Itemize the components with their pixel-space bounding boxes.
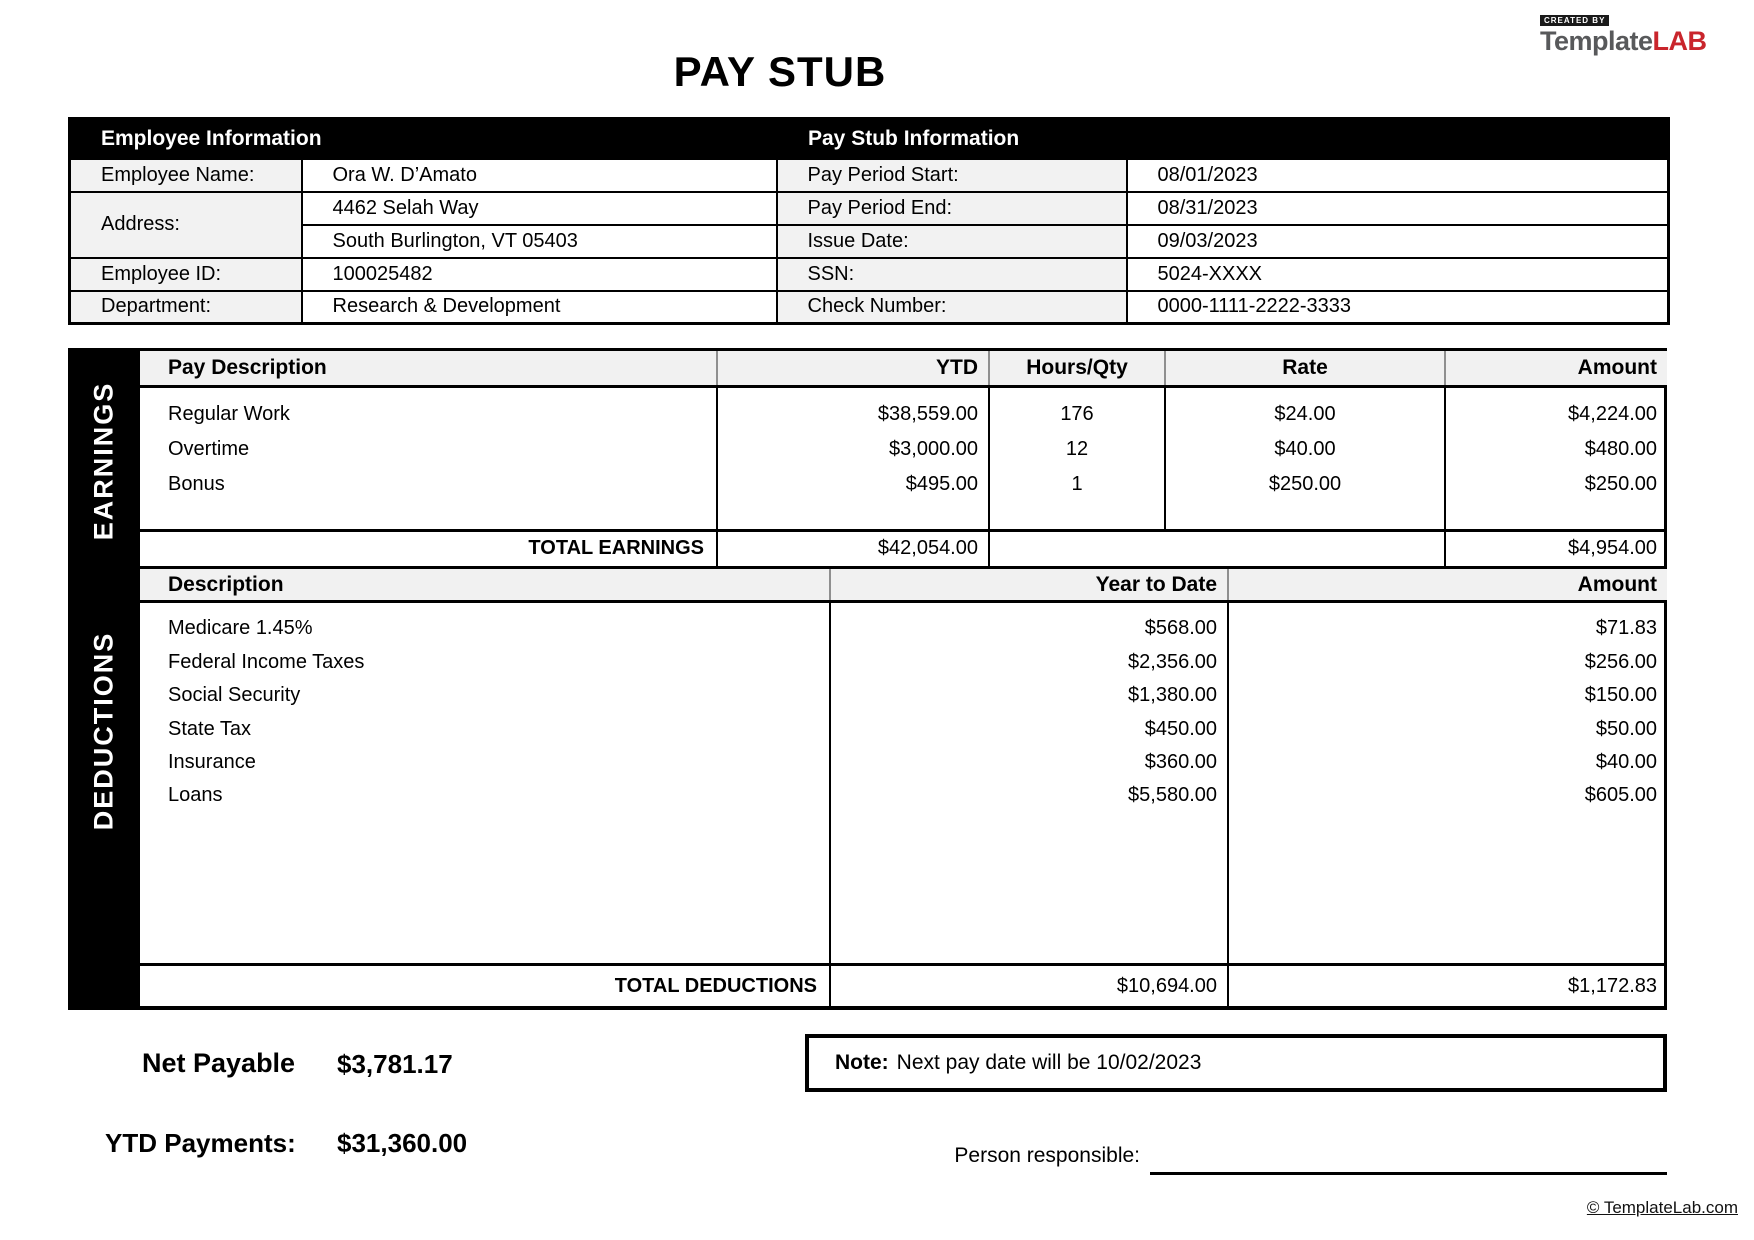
page-title: PAY STUB bbox=[673, 48, 887, 95]
total-deductions-amount: $1,172.83 bbox=[1227, 966, 1667, 1006]
deductions-data-rows bbox=[140, 603, 1667, 966]
note-label: Note: bbox=[835, 1051, 889, 1074]
logo-brand-accent: LAB bbox=[1652, 26, 1707, 56]
earnings-row-description: Regular Work bbox=[168, 402, 290, 425]
deduction-row-amount: $40.00 bbox=[1595, 750, 1657, 773]
employee-name-label: Employee Name: bbox=[70, 159, 302, 192]
earnings-row-ytd: $38,559.00 bbox=[877, 402, 978, 425]
employee-name-value: Ora W. D’Amato bbox=[302, 159, 777, 192]
pay-period-end-label: Pay Period End: bbox=[777, 192, 1127, 225]
earnings-row-hours: 176 bbox=[1060, 402, 1094, 425]
info-table bbox=[68, 117, 1670, 325]
total-earnings-row bbox=[140, 532, 1667, 569]
ssn-label: SSN: bbox=[777, 258, 1127, 291]
logo-created-by: CREATED BY bbox=[1540, 15, 1609, 26]
employee-id-label: Employee ID: bbox=[70, 258, 302, 291]
deduction-row-ytd: $1,380.00 bbox=[1128, 684, 1217, 707]
earnings-row-amount: $480.00 bbox=[1584, 437, 1657, 460]
deduction-row-ytd: $568.00 bbox=[1144, 617, 1217, 640]
note-box bbox=[805, 1034, 1667, 1092]
ytd-payments-value: $31,360.00 bbox=[337, 1128, 468, 1158]
copyright-link[interactable]: © TemplateLab.com bbox=[1586, 1198, 1738, 1217]
earnings-col-ytd: YTD bbox=[716, 351, 988, 385]
total-deductions-row bbox=[140, 966, 1667, 1006]
deduction-row-amount: $256.00 bbox=[1584, 650, 1657, 673]
pay-period-start-value: 08/01/2023 bbox=[1127, 159, 1669, 192]
earnings-col-amount: Amount bbox=[1444, 351, 1667, 385]
deduction-row-description: Medicare 1.45% bbox=[168, 617, 313, 640]
deduction-row-ytd: $450.00 bbox=[1144, 717, 1217, 740]
total-earnings-spacer bbox=[988, 532, 1444, 566]
deductions-header-row bbox=[140, 569, 1667, 604]
earnings-col-hours-qty: Hours/Qty bbox=[988, 351, 1164, 385]
ytd-payments-label: YTD Payments: bbox=[105, 1128, 296, 1158]
deduction-row-amount: $50.00 bbox=[1595, 717, 1657, 740]
deduction-row-ytd: $2,356.00 bbox=[1128, 650, 1217, 673]
deductions-col-description: Description bbox=[168, 572, 284, 596]
department-label: Department: bbox=[70, 291, 302, 324]
deduction-row-amount: $150.00 bbox=[1584, 684, 1657, 707]
earnings-row-rate: $24.00 bbox=[1274, 402, 1336, 425]
deductions-section-label: DEDUCTIONS bbox=[88, 631, 119, 831]
deduction-row-description: Loans bbox=[168, 784, 223, 807]
address-line2-value: South Burlington, VT 05403 bbox=[302, 225, 777, 258]
total-deductions-ytd: $10,694.00 bbox=[829, 966, 1227, 1006]
earnings-row-rate: $40.00 bbox=[1274, 437, 1336, 460]
earnings-row-hours: 1 bbox=[1071, 472, 1083, 495]
earnings-row-ytd: $495.00 bbox=[905, 472, 978, 495]
earnings-row-description: Bonus bbox=[168, 472, 225, 495]
paystub-info-header: Pay Stub Information bbox=[777, 119, 1669, 159]
pay-period-start-label: Pay Period Start: bbox=[777, 159, 1127, 192]
deduction-row-description: State Tax bbox=[168, 717, 252, 740]
logo-brand-primary: Template bbox=[1540, 26, 1653, 56]
department-value: Research & Development bbox=[302, 291, 777, 324]
person-responsible-label: Person responsible: bbox=[954, 1144, 1140, 1167]
note-text: Next pay date will be 10/02/2023 bbox=[896, 1051, 1202, 1074]
total-deductions-label: TOTAL DEDUCTIONS bbox=[614, 974, 817, 997]
check-number-label: Check Number: bbox=[777, 291, 1127, 324]
total-earnings-amount: $4,954.00 bbox=[1444, 532, 1667, 566]
earnings-row-amount: $250.00 bbox=[1584, 472, 1657, 495]
issue-date-value: 09/03/2023 bbox=[1127, 225, 1669, 258]
earnings-col-rate: Rate bbox=[1164, 351, 1444, 385]
earnings-row-rate: $250.00 bbox=[1268, 472, 1342, 495]
check-number-value: 0000-1111-2222-3333 bbox=[1127, 291, 1669, 324]
total-earnings-label: TOTAL EARNINGS bbox=[528, 537, 704, 560]
net-payable-label: Net Payable bbox=[142, 1048, 296, 1078]
deduction-row-description: Federal Income Taxes bbox=[168, 650, 365, 673]
address-line1-value: 4462 Selah Way bbox=[302, 192, 777, 225]
deductions-col-amount: Amount bbox=[1227, 569, 1667, 601]
earnings-row-description: Overtime bbox=[168, 437, 250, 460]
deduction-row-description: Insurance bbox=[168, 750, 256, 773]
earnings-section-label: EARNINGS bbox=[88, 381, 119, 541]
signature-line bbox=[1150, 1172, 1667, 1175]
issue-date-label: Issue Date: bbox=[777, 225, 1127, 258]
deduction-row-description: Social Security bbox=[168, 684, 301, 707]
earnings-row-hours: 12 bbox=[1065, 437, 1089, 460]
earnings-data-rows bbox=[140, 388, 1667, 532]
earnings-deductions-table bbox=[68, 348, 1667, 1010]
section-band bbox=[68, 351, 140, 1006]
pay-period-end-value: 08/31/2023 bbox=[1127, 192, 1669, 225]
earnings-row-ytd: $3,000.00 bbox=[889, 437, 978, 460]
earnings-row-amount: $4,224.00 bbox=[1568, 402, 1657, 425]
employee-info-header: Employee Information bbox=[70, 119, 777, 159]
address-label: Address: bbox=[70, 192, 302, 258]
deduction-row-amount: $605.00 bbox=[1584, 784, 1657, 807]
deduction-row-ytd: $360.00 bbox=[1144, 750, 1217, 773]
deduction-row-amount: $71.83 bbox=[1595, 617, 1657, 640]
deductions-col-ytd: Year to Date bbox=[829, 569, 1227, 601]
deduction-row-ytd: $5,580.00 bbox=[1128, 784, 1217, 807]
total-earnings-ytd: $42,054.00 bbox=[716, 532, 988, 566]
net-payable-value: $3,781.17 bbox=[337, 1049, 453, 1079]
earnings-col-pay-description: Pay Description bbox=[168, 355, 327, 379]
employee-id-value: 100025482 bbox=[302, 258, 777, 291]
ssn-value: 5024-XXXX bbox=[1127, 258, 1669, 291]
templatelab-logo bbox=[1540, 10, 1740, 55]
earnings-header-row bbox=[140, 351, 1667, 388]
